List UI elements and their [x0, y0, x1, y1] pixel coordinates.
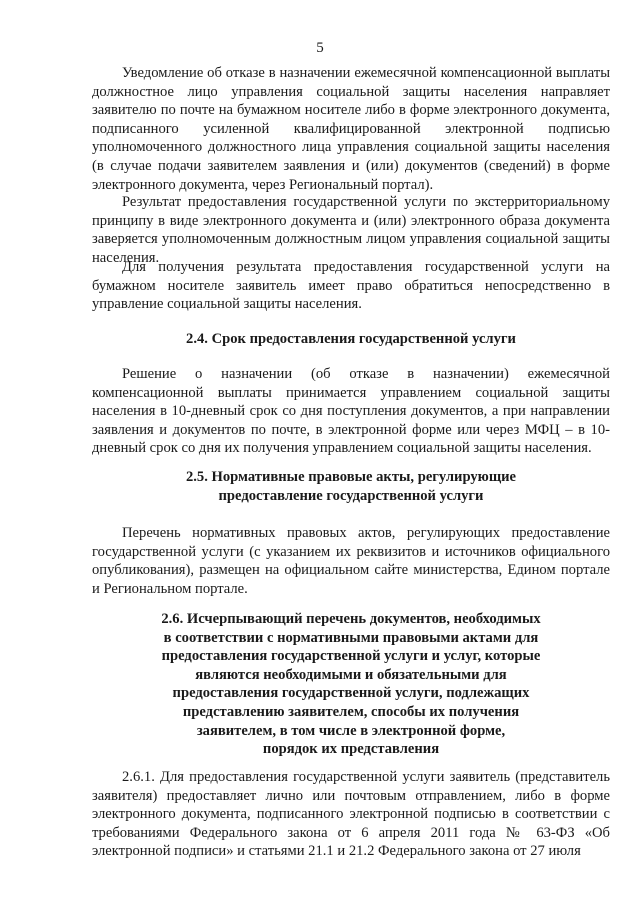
paragraph-paper-result [92, 258, 610, 314]
section-heading-2-5 [92, 468, 610, 505]
page-number: 5 [316, 40, 324, 56]
paragraph-refusal-notice [92, 64, 610, 194]
heading-line: в соответствии с нормативными правовыми актами для [163, 629, 539, 646]
paragraph-text: Перечень нормативных правовых актов, регулирующих предоставление государственной услуги (с указанием их реквизитов и источников официального опубликования), размещен на официальном сайте министерства, Едином портале и Региональном портале. [92, 525, 610, 597]
heading-line: являются необходимыми и обязательными для [195, 666, 507, 683]
paragraph-text: Решение о назначении (об отказе в назначении) ежемесячной компенсационной выплаты принимается управлением социальной защиты населения в 10-дневный срок со дня поступления документов, а при направлении заявления и документов по почте, в электронной форме или через МФЦ – в 10-дневный срок со дня их получения управлением социальной защиты населения. [92, 366, 610, 457]
paragraph-text: Результат предоставления государственной услуги по экстерриториальному принципу в виде электронного документа и (или) электронного образа документа заверяется уполномоченным должностным лицом управления социальной защиты населения. [92, 194, 610, 266]
heading-line: представлению заявителем, способы их получения [182, 703, 520, 720]
heading-line: предоставление государственной услуги [218, 487, 484, 504]
paragraph-2-6-1 [92, 768, 610, 861]
paragraph-text: Для получения результата предоставления государственной услуги на бумажном носителе заявитель имеет право обратиться непосредственно в управление социальной защиты населения. [92, 259, 610, 313]
heading-line: предоставления государственной услуги и услуг, которые [161, 648, 541, 665]
heading-line: порядок их представления [262, 741, 440, 758]
section-heading-2-6 [92, 610, 610, 759]
paragraph-text: Уведомление об отказе в назначении ежемесячной компенсационной выплаты должностное лицо управления социальной защиты населения направляет заявителю по почте на бумажном носителе либо в форме электронного документа, подписанного усиленной квалифицированной электронной подписью уполномоченного должностного лица управления социальной защиты населения (в случае подачи заявителем заявления и (или) документов (сведений) в форме электронного документа, через Региональный портал). [92, 65, 610, 193]
paragraph-legal-acts [92, 524, 610, 598]
paragraph-text: 2.6.1. Для предоставления государственной услуги заявитель (представитель заявителя) предоставляет лично или почтовым отправлением, либо в форме электронного документа, подписанного электронной подписью в соответствии с требованиями Федерального закона от 6 апреля 2011 года № 63-ФЗ «Об электронной подписи» и статьями 21.1 и 21.2 Федерального закона от 27 июля [92, 769, 610, 860]
paragraph-extraterritorial-result [92, 193, 610, 267]
section-heading-2-4: 2.4. Срок предоставления государственной услуги [186, 331, 516, 347]
heading-line: 2.5. Нормативные правовые акты, регулирующие [185, 469, 517, 485]
heading-line: предоставления государственной услуги, подлежащих [172, 685, 530, 702]
heading-line: заявителем, в том числе в электронной форме, [196, 722, 506, 739]
heading-line: 2.6. Исчерпывающий перечень документов, необходимых [161, 611, 541, 627]
paragraph-decision-term [92, 365, 610, 458]
